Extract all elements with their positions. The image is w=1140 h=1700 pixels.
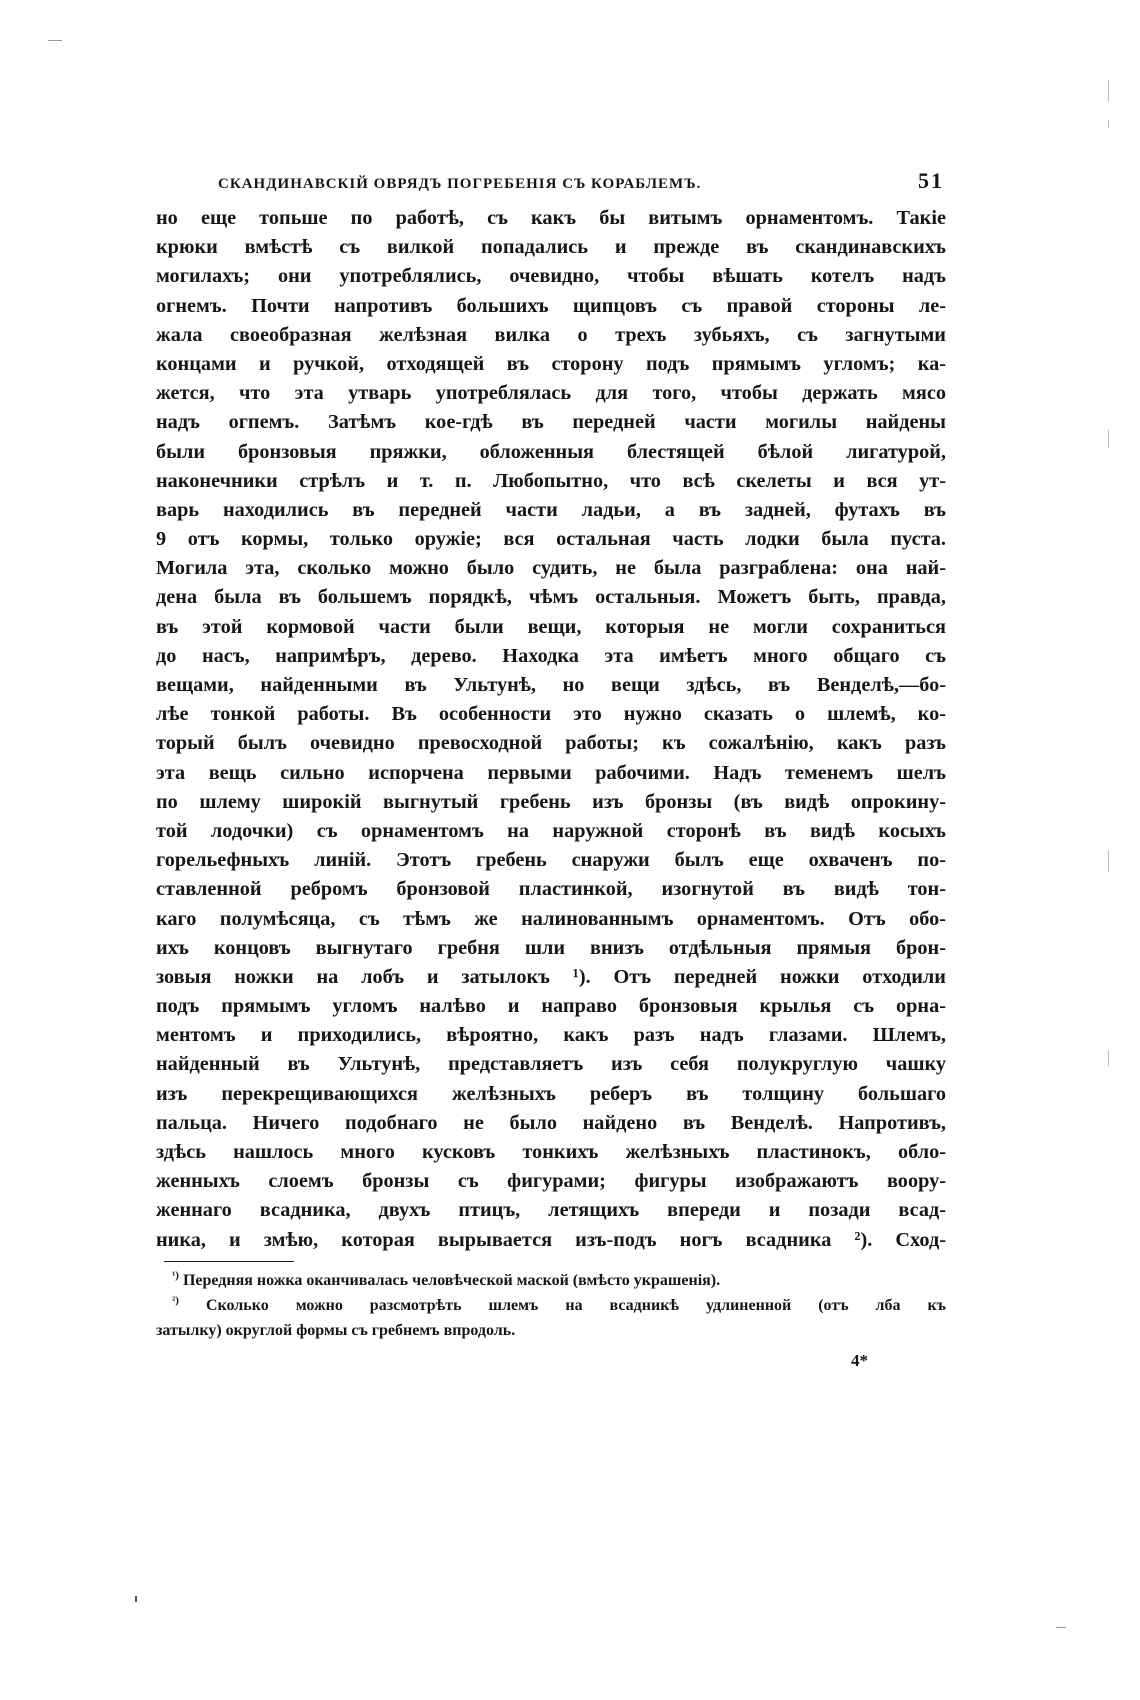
body-line: ментомъ и приходились, вѣроятно, какъ разъ надъ глазами. Шлемъ, <box>156 1024 946 1047</box>
body-line: могилахъ; они употреблялись, очевидно, чтобы вѣшать котелъ надъ <box>156 265 946 288</box>
scan-edge-mark <box>1056 1627 1066 1628</box>
scan-edge-line <box>1108 120 1109 128</box>
scan-edge-mark <box>48 40 62 41</box>
body-line: были бронзовыя пряжки, обложенныя блестящей бѣлой лигатурой, <box>156 440 946 463</box>
body-line: торый былъ очевидно превосходной работы; къ сожалѣнію, какъ разъ <box>156 732 946 755</box>
body-line: вещами, найденными въ Ультунѣ, но вещи здѣсь, въ Венделѣ,—бо- <box>156 674 946 696</box>
body-line: лѣе тонкой работы. Въ особенности это нужно сказать о шлемѣ, ко- <box>156 703 946 726</box>
body-line: въ этой кормовой части были вещи, которыя не могли сохраниться <box>156 615 946 638</box>
body-line: горельефныхъ линій. Этотъ гребень снаружи былъ еще охваченъ по- <box>156 849 946 872</box>
body-line: надъ огпемъ. Затѣмъ кое-гдѣ въ передней части могилы найдены <box>156 411 946 434</box>
body-line: пальца. Ничего подобнаго не было найдено въ Венделѣ. Напротивъ, <box>156 1111 946 1134</box>
signature-mark: 4* <box>851 1350 868 1370</box>
body-line: изъ перекрещивающихся желѣзныхъ реберъ въ толщину большаго <box>156 1082 946 1105</box>
body-line: жала своеобразная желѣзная вилка о трехъ зубьяхъ, съ загнутыми <box>156 323 946 346</box>
footnote-mark: ¹) <box>172 1269 179 1282</box>
body-line: наконечники стрѣлъ и т. п. Любопытно, что всѣ скелеты и вся ут- <box>156 469 946 492</box>
scan-speck <box>135 1596 137 1602</box>
body-line: той лодочки) съ орнаментомъ на наружной сторонѣ въ видѣ косыхъ <box>156 819 946 842</box>
body-line: концами и ручкой, отходящей въ сторону подъ прямымъ угломъ; ка- <box>156 352 946 375</box>
body-line: до насъ, напримѣръ, дерево. Находка эта имѣетъ много общаго съ <box>156 644 946 667</box>
body-line: найденный въ Ультунѣ, представляетъ изъ себя полукруглую чашку <box>156 1053 946 1076</box>
footnote-text: Сколько можно разсмотрѣть шлемъ на всадникѣ удлиненной (отъ лба къ <box>205 1296 946 1314</box>
body-line: жется, что эта утварь употреблялась для того, чтобы держать мясо <box>156 382 946 405</box>
body-line: Могила эта, сколько можно было судить, не была разграблена: она най- <box>156 557 946 580</box>
body-line: но еще топьше по работѣ, съ какъ бы витымъ орнаментомъ. Такіе <box>156 207 946 229</box>
footnote-1 <box>156 1268 946 1293</box>
body-line: огнемъ. Почти напротивъ большихъ щипцовъ съ правой стороны ле- <box>156 294 946 317</box>
body-text <box>156 204 946 1255</box>
footnotes <box>156 1261 946 1343</box>
body-line: 9 отъ кормы, только оружіе; вся остальная часть лодки была пуста. <box>156 528 946 551</box>
scan-edge-line <box>1108 850 1109 872</box>
footnote-2 <box>156 1293 946 1318</box>
body-line: эта вещь сильно испорчена первыми рабочими. Надъ теменемъ шелъ <box>156 761 946 784</box>
scan-edge-line <box>1108 80 1109 102</box>
body-line: крюки вмѣстѣ съ вилкой попадались и прежде въ скандинавскихъ <box>156 236 946 259</box>
body-line: по шлему широкій выгнутый гребень изъ бронзы (въ видѣ опрокину- <box>156 790 946 813</box>
body-line: зовыя ножки на лобъ и затылокъ ¹). Отъ передней ножки отходили <box>156 965 946 988</box>
book-page <box>156 168 946 1371</box>
footnote-2-continuation: затылку) округлой формы съ гребнемъ впродоль. <box>156 1321 516 1339</box>
footnote-text: Передняя ножка оканчивалась человѣческой маской (вмѣсто украшенія). <box>182 1271 721 1289</box>
body-line: ихъ концовъ выгнутаго гребня шли внизъ отдѣльныя прямыя брон- <box>156 936 946 959</box>
footnote-rule <box>164 1261 294 1262</box>
body-line: здѣсь нашлось много кусковъ тонкихъ желѣзныхъ пластинокъ, обло- <box>156 1141 946 1163</box>
scan-edge-line <box>1108 1050 1109 1066</box>
body-line: варь находились въ передней части ладьи, а въ задней, футахъ въ <box>156 498 946 521</box>
body-line: женнаго всадника, двухъ птицъ, летящихъ впереди и позади всад- <box>156 1199 946 1222</box>
page-number: 51 <box>918 168 944 193</box>
body-line: ника, и змѣю, которая вырывается изъ-подъ ногъ всадника ²). Сход- <box>156 1228 946 1251</box>
body-line: ставленной ребромъ бронзовой пластинкой, изогнутой въ видѣ тон- <box>156 878 946 901</box>
body-line: каго полумѣсяца, съ тѣмъ же налинованнымъ орнаментомъ. Отъ обо- <box>156 907 946 930</box>
body-line: дена была въ большемъ порядкѣ, чѣмъ остальныя. Можетъ быть, правда, <box>156 586 946 609</box>
body-line: женныхъ слоемъ бронзы съ фигурами; фигуры изображаютъ воору- <box>156 1170 946 1193</box>
body-line: подъ прямымъ угломъ налѣво и направо бронзовыя крылья съ орна- <box>156 995 946 1018</box>
running-head <box>156 168 946 204</box>
running-title: СКАНДИНАВСКІЙ ОВРЯДЪ ПОГРЕБЕНІЯ СЪ КОРАБЛЕМЪ. <box>218 176 702 192</box>
footnote-mark: ²) <box>172 1294 179 1307</box>
scan-edge-line <box>1108 430 1109 448</box>
